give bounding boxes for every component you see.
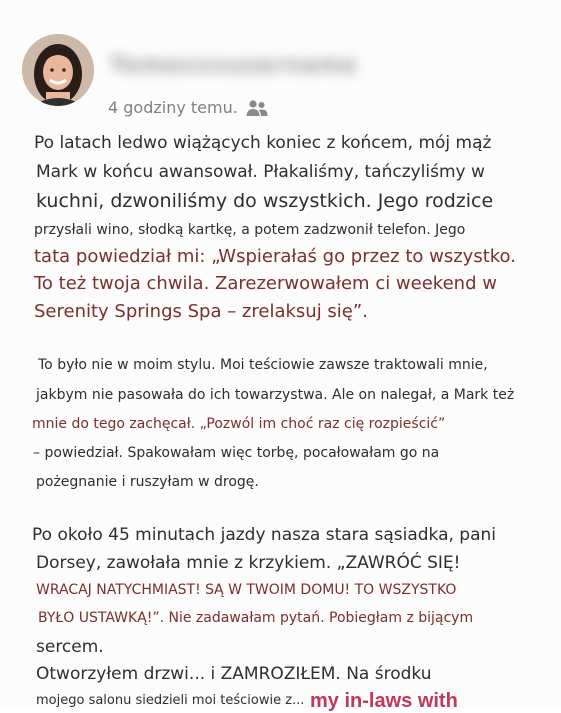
- profile-photo: [22, 34, 94, 106]
- post-line: To też twoja chwila. Zarezerwowałem ci weekend w: [34, 273, 497, 294]
- post-line: To było nie w moim stylu. Moi teściowie zawsze traktowali mnie,: [38, 357, 488, 373]
- post-time[interactable]: 4 godziny temu.: [108, 98, 238, 117]
- post-line: WRACAJ NATYCHMIAST! SĄ W TWOIM DOMU! TO WSZYSTKO: [36, 582, 457, 598]
- post-line: Po latach ledwo wiążących koniec z końcem, mój mąż: [34, 133, 492, 153]
- post-line: pożegnanie i ruszyłam w drogę.: [36, 474, 259, 490]
- post-line: tata powiedział mi: „Wspierałaś go przez to wszystko.: [34, 246, 516, 267]
- post-line: Serenity Springs Spa – zrelaksuj się”.: [34, 301, 368, 322]
- friends-icon: [246, 99, 268, 117]
- post-line: Mark w końcu awansował. Płakaliśmy, tańczyliśmy w: [36, 162, 485, 182]
- post-line: BYŁO USTAWKĄ!”. Nie zadawałam pytań. Pobiegłam z bijącym: [38, 610, 474, 626]
- post-line: Po około 45 minutach jazdy nasza stara sąsiadka, pani: [32, 525, 497, 545]
- post-line: – powiedział. Spakowałam więc torbę, pocałowałam go na: [33, 445, 440, 461]
- post-line: sercem.: [36, 637, 104, 657]
- post-line: Dorsey, zawołała mnie z krzykiem. „ZAWRÓĆ SIĘ!: [36, 553, 461, 573]
- overlay-headline: my in-laws with: [310, 690, 458, 712]
- post-line: mnie do tego zachęcał. „Pozwól im choć raz cię rozpieścić”: [32, 416, 446, 432]
- post-meta: [108, 98, 268, 117]
- post-line: mojego salonu siedzieli moi teściowie z...: [36, 693, 305, 708]
- post-line: Otworzyłem drzwi... i ZAMROZIŁEM. Na środku: [36, 664, 432, 684]
- post-line: kuchni, dzwoniliśmy do wszystkich. Jego rodzice: [36, 190, 494, 212]
- post-line: jakbym nie pasowała do ich towarzystwa. Ale on nalegał, a Mark też: [36, 387, 515, 403]
- avatar[interactable]: [22, 34, 94, 106]
- post-line: przysłali wino, słodką kartkę, a potem zadzwonił telefon. Jego: [34, 222, 466, 238]
- author-name[interactable]: Yomexxxusername: [110, 53, 358, 78]
